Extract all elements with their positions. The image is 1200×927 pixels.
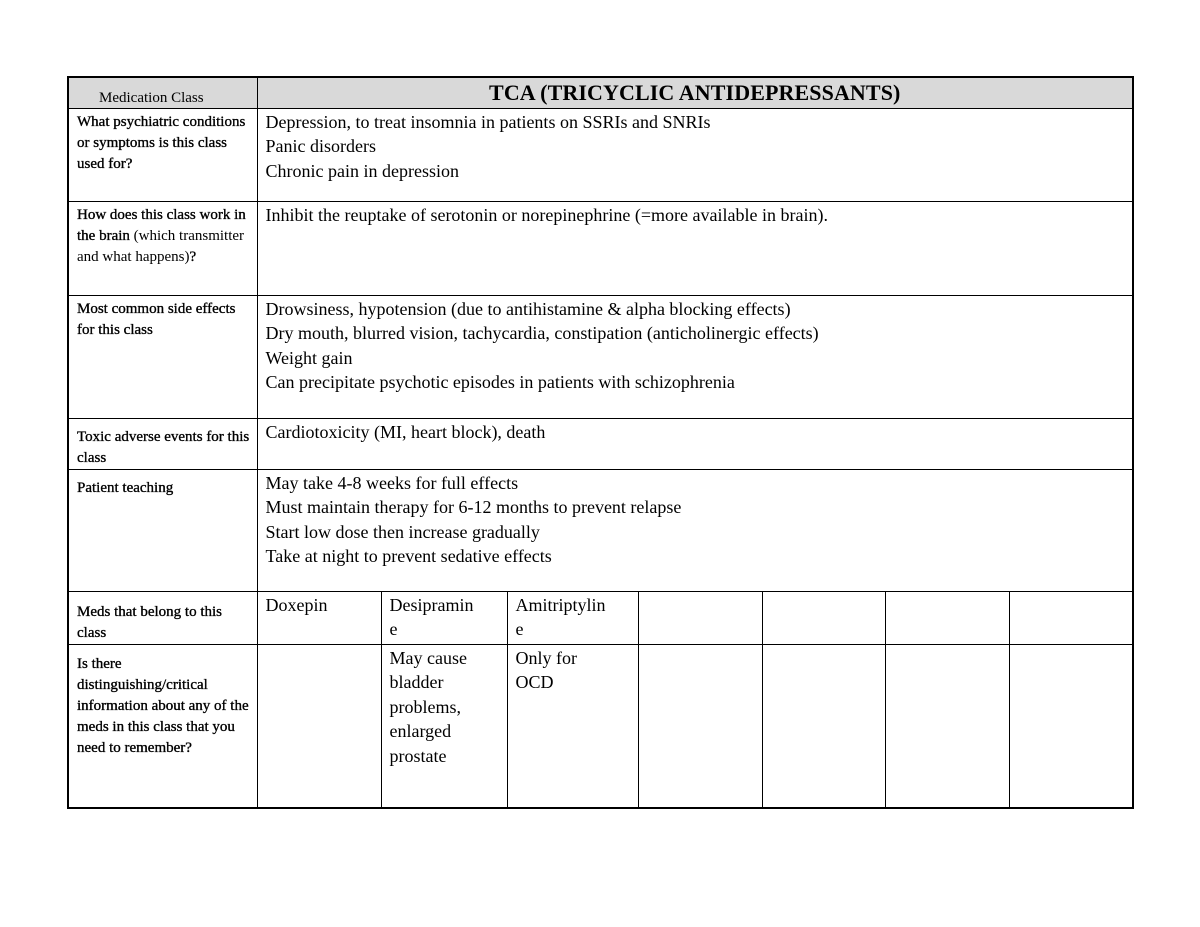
mechanism-label-light: (which transmitter and what happens) [77,227,245,265]
med-cell-doxepin [257,591,381,644]
teaching-line: Take at night to prevent sedative effects [265,546,552,566]
teaching-label: Patient teaching [77,479,174,496]
critical-cell-empty [638,644,762,808]
mechanism-label-strong: How does this class work in the brain [77,206,246,244]
med-cell-amitriptyline [507,591,638,644]
critical-cell-empty [762,644,885,808]
critical-line: Only for [515,647,577,668]
toxic-label: Toxic adverse events for this class [77,428,250,466]
side-effects-line: Drowsiness, hypotension (due to antihistamine & alpha blocking effects) [265,298,791,319]
med-cell-empty [638,591,762,644]
med-cell-empty [762,591,885,644]
toxic-label-cell [68,418,257,469]
med-name: Doxepin [265,594,328,615]
teaching-line: May take 4-8 weeks for full effects [265,472,519,493]
side-effects-row [68,295,1133,418]
conditions-line: Chronic pain in depression [265,160,459,181]
critical-line: bladder [389,672,444,692]
conditions-label: What psychiatric conditions or symptoms is this class used for? [77,113,246,172]
med-name-cont: e [515,619,524,639]
mechanism-label-end: ? [189,248,197,265]
side-effects-line: Can precipitate psychotic episodes in patients with schizophrenia [265,372,735,392]
critical-row [68,644,1133,808]
side-effects-content [257,295,1133,418]
meds-row [68,591,1133,644]
side-effects-label-cell [68,295,257,418]
teaching-row [68,469,1133,591]
mechanism-label-cell [68,201,257,295]
conditions-row [68,108,1133,201]
med-name: Amitriptylin [515,594,606,615]
medication-class-label: Medication Class [68,77,257,108]
med-cell-desipramine [381,591,507,644]
critical-line: OCD [515,672,554,692]
med-cell-empty [1009,591,1133,644]
med-name-cont: e [389,619,398,639]
toxic-line: Cardiotoxicity (MI, heart block), death [265,421,546,442]
conditions-label-cell [68,108,257,201]
critical-line: problems, [389,696,461,717]
critical-cell-desipramine [381,644,507,808]
teaching-line: Start low dose then increase gradually [265,521,540,542]
side-effects-label: Most common side effects for this class [77,300,236,338]
mechanism-row [68,201,1133,295]
medication-class-title: TCA (TRICYCLIC ANTIDEPRESSANTS) [257,77,1133,108]
conditions-line: Panic disorders [265,136,376,156]
side-effects-line: Dry mouth, blurred vision, tachycardia, constipation (anticholinergic effects) [265,323,819,343]
teaching-content [257,469,1133,591]
critical-cell-empty [1009,644,1133,808]
med-cell-empty [885,591,1009,644]
meds-label: Meds that belong to this class [77,603,222,641]
critical-label-cell [68,644,257,808]
critical-label: Is there distinguishing/critical information about any of the meds in this class that you need to remember? [77,655,249,756]
mechanism-content [257,201,1133,295]
mechanism-line: Inhibit the reuptake of serotonin or norepinephrine (=more available in brain). [265,204,828,225]
critical-line: May cause [389,647,467,668]
header-row [68,77,1133,108]
critical-cell-doxepin [257,644,381,808]
med-name: Desipramin [389,594,474,615]
critical-line: prostate [389,745,447,766]
medication-worksheet-table [67,76,1134,809]
critical-cell-empty [885,644,1009,808]
critical-line: enlarged [389,721,452,741]
toxic-row [68,418,1133,469]
toxic-content [257,418,1133,469]
conditions-line: Depression, to treat insomnia in patients on SSRIs and SNRIs [265,111,711,132]
side-effects-line: Weight gain [265,347,353,368]
conditions-content [257,108,1133,201]
meds-label-cell [68,591,257,644]
teaching-label-cell [68,469,257,591]
teaching-line: Must maintain therapy for 6-12 months to prevent relapse [265,497,682,517]
critical-cell-amitriptyline [507,644,638,808]
